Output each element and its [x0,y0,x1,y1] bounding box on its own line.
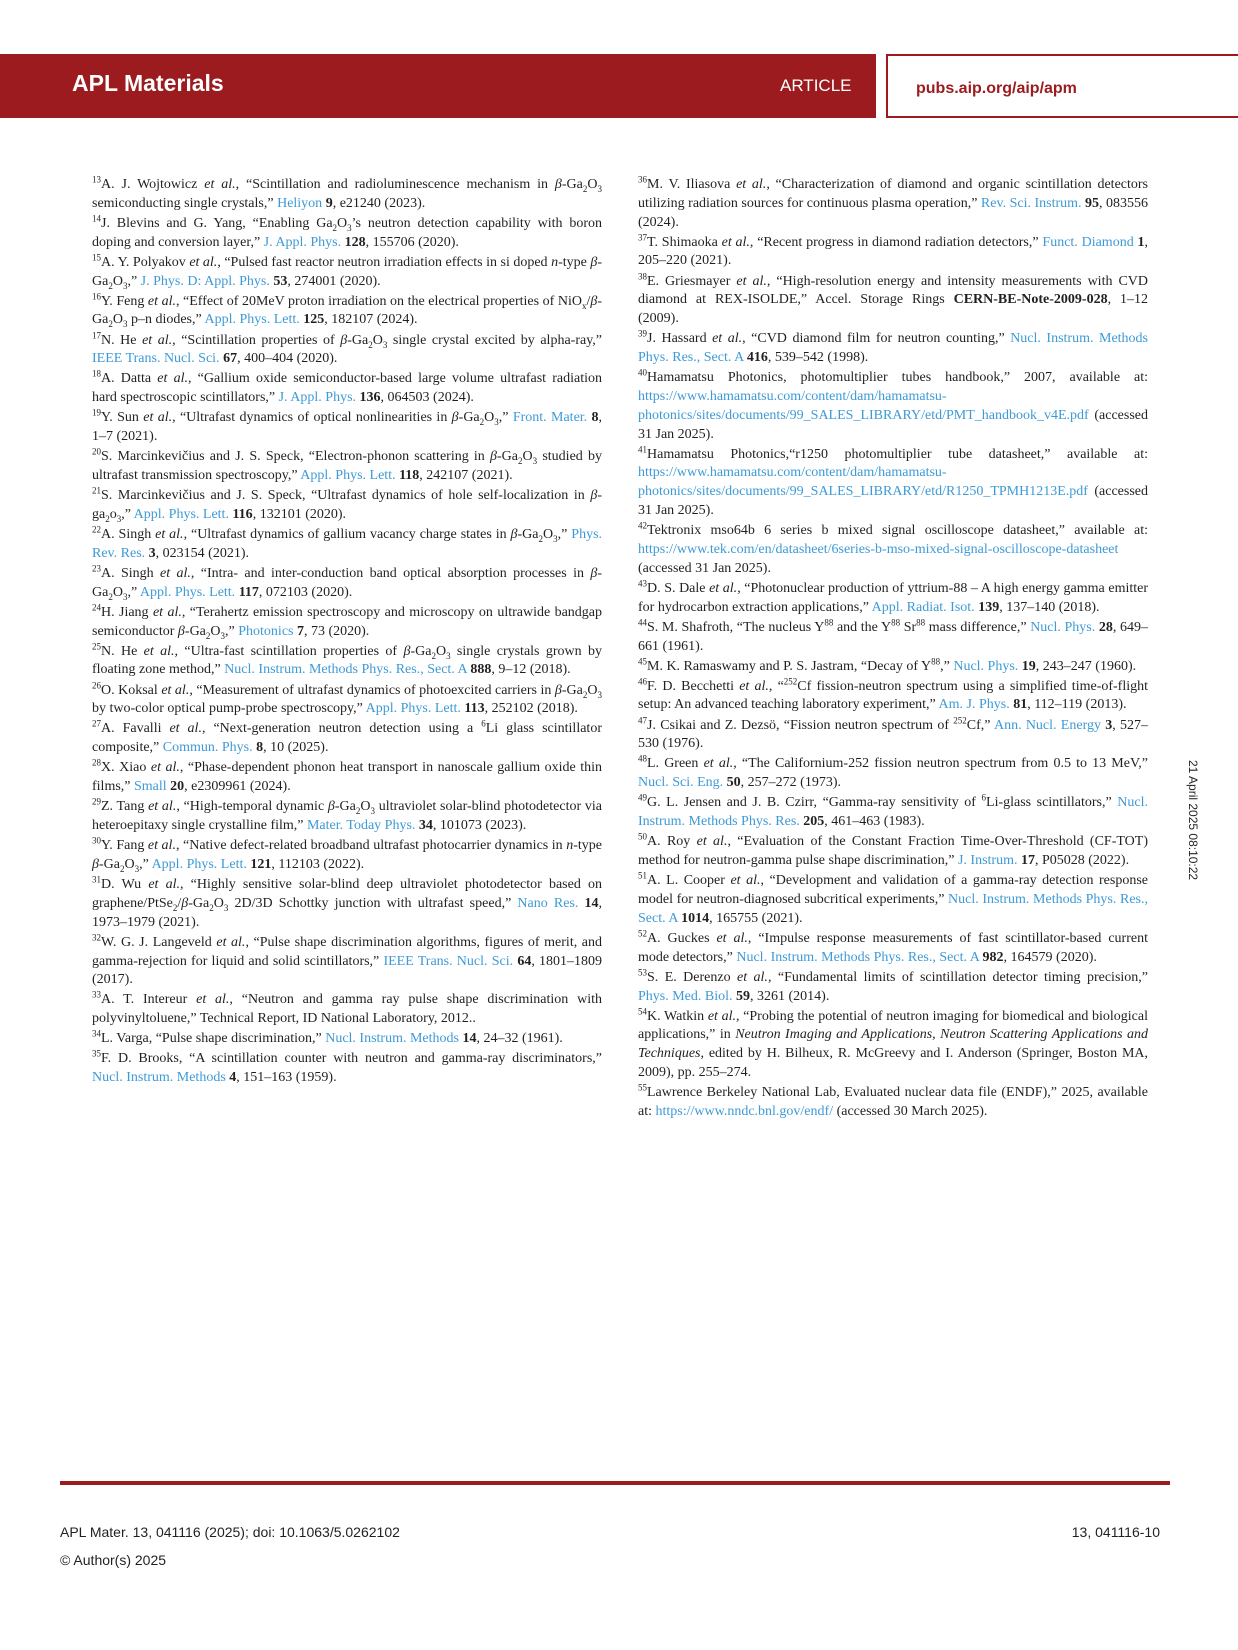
reference-link[interactable]: Nucl. Instrum. Methods Phys. Res., Sect. A [638,891,1148,926]
reference-link[interactable]: Appl. Phys. Lett. [133,506,229,522]
reference-link[interactable]: Appl. Radiat. Isot. [871,599,975,615]
reference-link[interactable]: IEEE Trans. Nucl. Sci. [383,953,514,969]
reference-link[interactable]: Appl. Phys. Lett. [365,701,461,717]
reference-link[interactable]: Am. J. Phys. [938,697,1010,713]
reference-link[interactable]: Nucl. Phys. [953,658,1019,674]
reference-link[interactable]: Funct. Diamond [1042,234,1134,250]
reference-link[interactable]: Nucl. Sci. Eng. [638,775,724,791]
reference-link[interactable]: Ann. Nucl. Energy [993,717,1101,733]
reference-item: $^{53}$S. E. Derenzo et al., “Fundamental limits of scintillation detector timing precision,” Phys. Med. Biol. 59, 3261 (2014). [638,967,1148,1004]
reference-link[interactable]: Mater. Today Phys. [306,818,416,834]
download-date-stamp: 21 April 2025 08:10:22 [1186,760,1200,881]
reference-item: $^{28}$X. Xiao et al., “Phase-dependent phonon heat transport in nanoscale gallium oxide thin films,” Small 20, e2309961 (2024). [92,757,603,795]
reference-item: $^{48}$L. Green et al., “The Californium-252 fission neutron spectrum from 0.5 to 13 MeV,” Nucl. Sci. Eng. 50, 257–272 (1973). [638,753,1148,791]
footer-copyright: © Author(s) 2025 [60,1552,167,1568]
reference-item: $^{40}$Hamamatsu Photonics, photomultiplier tubes handbook,” 2007, available at: https://www.hamamatsu.com/content/dam/hamamatsu-photonics/sites/documents/99_SALES_LIBRARY/etd/PMT_handbook_v4E.pdf (accessed 31 Jan 2025). [638,367,1148,442]
reference-item: $^{26}$O. Koksal et al., “Measurement of ultrafast dynamics of photoexcited carriers in $\beta-Ga_2O_3$ by two-color optical pump-probe spectroscopy,” Appl. Phys. Lett. 113, 252102 (2018). [92,679,602,717]
reference-item: $^{23}$A. Singh et al., “Intra- and inter-conduction band optical absorption processes in $\beta-Ga_2O_3$,” Appl. Phys. Lett. 117, 072103 (2020). [92,563,602,602]
reference-link[interactable]: Nucl. Instrum. Methods Phys. Res. [638,795,1148,830]
reference-link[interactable]: Phys. Rev. Res. [92,527,603,561]
reference-link[interactable]: Appl. Phys. Lett. [300,468,396,484]
reference-link[interactable]: J. Appl. Phys. [263,234,342,250]
reference-link[interactable]: Nucl. Instrum. Methods [92,1070,226,1086]
reference-link[interactable]: J. Appl. Phys. [278,390,357,406]
reference-link[interactable]: Commun. Phys. [162,740,253,756]
reference-item: $^{17}$N. He et al., “Scintillation properties of $\beta-Ga_2O_3$ single crystal excited by alpha-ray,” IEEE Trans. Nucl. Sci. 67, 400–404 (2020). [92,329,603,367]
reference-link[interactable]: Small [134,779,167,795]
reference-item: $^{35}$F. D. Brooks, “A scintillation counter with neutron and gamma-ray discriminators,” Nucl. Instrum. Methods 4, 151–163 (1959). [92,1048,602,1086]
reference-link[interactable]: Phys. Med. Biol. [638,988,733,1004]
reference-link[interactable]: Nucl. Phys. [1030,619,1096,635]
reference-link[interactable]: Appl. Phys. Lett. [204,312,300,328]
reference-link[interactable]: https://www.nndc.bnl.gov/endf/ [655,1103,834,1119]
reference-item: $^{45}$M. K. Ramaswamy and P. S. Jastram, “Decay of $Y^{88}$,” Nucl. Phys. 19, 243–247 (1960). [638,655,1137,674]
reference-link[interactable]: https://www.hamamatsu.com/content/dam/hamamatsu-photonics/sites/documents/99_SALES_LIBRARY/etd/R1250_TPMH1213E.pdf [638,465,1088,500]
reference-item: $^{21}$S. Marcinkevičius and J. S. Speck, “Ultrafast dynamics of hole self-localization in $\beta-ga_2o_3$,” Appl. Phys. Lett. 116, 132101 (2020). [92,485,602,524]
reference-item: $^{43}$D. S. Dale et al., “Photonuclear production of yttrium-88 – A high energy gamma emitter for hydrocarbon extraction applications,” Appl. Radiat. Isot. 139, 137–140 (2018). [638,578,1148,615]
reference-link[interactable]: Front. Mater. [512,410,588,426]
reference-item: $^{52}$A. Guckes et al., “Impulse response measurements of fast scintillator-based current mode detectors,” Nucl. Instrum. Methods Phys. Res., Sect. A 982, 164579 (2020). [638,928,1148,965]
section-label: ARTICLE [780,76,852,95]
journal-url-link[interactable]: pubs.aip.org/aip/apm [916,80,1077,97]
reference-item: $^{16}$Y. Feng et al., “Effect of 20MeV proton irradiation on the electrical properties of $NiO_x/\beta-Ga_2O_3$ p–n diodes,” Appl. Phys. Lett. 125, 182107 (2024). [92,291,603,330]
reference-item: $^{30}$Y. Fang et al., “Native defect-related broadband ultrafast photocarrier dynamics in n-type $\beta-Ga_2O_3$,” Appl. Phys. Lett. 121, 112103 (2022). [92,835,602,874]
reference-item: $^{19}$Y. Sun et al., “Ultrafast dynamics of optical nonlinearities in $\beta-Ga_2O_3$,” Front. Mater. 8, 1–7 (2021). [92,407,603,445]
reference-link[interactable]: Nucl. Instrum. Methods [325,1031,459,1047]
footer-citation: APL Mater. 13, 041116 (2025); doi: 10.1063/5.0262102 [60,1524,400,1540]
reference-link[interactable]: https://www.hamamatsu.com/content/dam/hamamatsu-photonics/sites/documents/99_SALES_LIBRARY/etd/PMT_handbook_v4E.pdf [638,388,1089,423]
reference-item: $^{50}$A. Roy et al., “Evaluation of the Constant Fraction Time-Over-Threshold (CF-TOT) method for neutron-gamma pulse shape discrimination,” J. Instrum. 17, P05028 (2022). [638,831,1149,869]
reference-link[interactable]: IEEE Trans. Nucl. Sci. [92,351,220,367]
journal-title: APL Materials [72,70,224,96]
reference-item: $^{47}$J. Csikai and Z. Dezsö, “Fission neutron spectrum of $^{252}$Cf,” Ann. Nucl. Energy 3, 527–530 (1976). [638,714,1149,752]
reference-item: $^{24}$H. Jiang et al., “Terahertz emission spectroscopy and microscopy on ultrawide bandgap semiconductor $\beta-Ga_2O_3$,” Photonics 7, 73 (2020). [92,602,603,641]
reference-item: $^{20}$S. Marcinkevičius and J. S. Speck, “Electron-phonon scattering in $\beta-Ga_2O_3$ studied by ultrafast transmission spectroscopy,” Appl. Phys. Lett. 118, 242107 (2021). [92,446,602,484]
reference-link[interactable]: J. Phys. D: Appl. Phys. [140,273,270,289]
reference-item: $^{25}$N. He et al., “Ultra-fast scintillation properties of $\beta-Ga_2O_3$ single crystals grown by floating zone method,” Nucl. Instrum. Methods Phys. Res., Sect. A 888, 9–12 (2018). [92,641,602,678]
reference-link[interactable]: Nucl. Instrum. Methods Phys. Res., Sect. A [638,331,1148,366]
reference-item: $^{44}$S. M. Shafroth, “The nucleus $Y^{88}$ and the $Y^{88}$ Sr$^{88}$ mass difference,” Nucl. Phys. 28, 649–661 (1961). [638,617,1148,654]
reference-item: $^{37}$T. Shimaoka et al., “Recent progress in diamond radiation detectors,” Funct. Diamond 1, 205–220 (2021). [638,232,1149,269]
reference-link[interactable]: Nucl. Instrum. Methods Phys. Res., Sect. A [224,662,467,678]
reference-link[interactable]: Heliyon [277,195,323,211]
reference-item: $^{55}$Lawrence Berkeley National Lab, Evaluated nuclear data file (ENDF),” 2025, available at: https://www.nndc.bnl.gov/endf/ (accessed 30 March 2025). [638,1082,1148,1119]
reference-item: $^{41}$Hamamatsu Photonics,“r1250 photomultiplier tube datasheet,” available at: https://www.hamamatsu.com/content/dam/hamamatsu-photonics/sites/documents/99_SALES_LIBRARY/etd/R1250_TPMH1213E.pdf (accessed 31 Jan 2025). [638,443,1148,519]
reference-link[interactable]: Nucl. Instrum. Methods Phys. Res., Sect. A [736,949,980,965]
reference-item: $^{42}$Tektronix mso64b 6 series b mixed signal oscilloscope datasheet,” available at: https://www.tek.com/en/datasheet/6series-b-mso-mixed-signal-oscilloscope-datasheet (accessed 31 Jan 2025). [638,520,1148,576]
reference-link[interactable]: Photonics [238,623,294,639]
reference-link[interactable]: Nano Res. [517,895,579,911]
reference-item: $^{33}$A. T. Intereur et al., “Neutron and gamma ray pulse shape discrimination with polyvinyltoluene,” Technical Report, ID National Laboratory, 2012.. [92,989,602,1027]
reference-item: $^{13}$A. J. Wojtowicz et al., “Scintillation and radioluminescence mechanism in $\beta-Ga_2O_3$ semiconducting single crystals,” Heliyon 9, e21240 (2023). [92,174,602,211]
reference-item: $^{49}$G. L. Jensen and J. B. Czirr, “Gamma-ray sensitivity of $^6$Li-glass scintillators,” Nucl. Instrum. Methods Phys. Res. 205, 461–463 (1983). [638,792,1148,830]
footer-rule [60,1481,1170,1485]
references-right-column [638,176,1148,1123]
reference-item: $^{32}$W. G. J. Langeveld et al., “Pulse shape discrimination algorithms, figures of merit, and gamma-rejection for liquid and solid scintillators,” IEEE Trans. Nucl. Sci. 64, 1801–1809 (2017). [92,932,603,988]
reference-link[interactable]: Appl. Phys. Lett. [151,856,247,872]
reference-item: $^{18}$A. Datta et al., “Gallium oxide semiconductor-based large volume ultrafast radiation hard spectroscopic scintillators,” J. Appl. Phys. 136, 064503 (2024). [92,368,602,406]
reference-item: $^{29}$Z. Tang et al., “High-temporal dynamic $\beta-Ga_2O_3$ ultraviolet solar-blind photodetector via heteroepitaxy single crystalline film,” Mater. Today Phys. 34, 101073 (2023). [92,796,602,834]
reference-item: $^{54}$K. Watkin et al., “Probing the potential of neutron imaging for biomedical and biological applications,” in Neutron Imaging and Applications, Neutron Scattering Applications and Techniques, edited by H. Bilheux, R. McGreevy and I. Anderson (Springer, Boston MA, 2009), pp. 255–274. [638,1005,1148,1080]
reference-item: $^{38}$E. Griesmayer et al., “High-resolution energy and intensity measurements with CVD diamond at REX-ISOLDE,” Accel. Storage Rings CERN-BE-Note-2009-028, 1–12 (2009). [638,270,1149,327]
reference-item: $^{39}$J. Hassard et al., “CVD diamond film for neutron counting,” Nucl. Instrum. Methods Phys. Res., Sect. A 416, 539–542 (1998). [638,328,1148,366]
reference-link[interactable]: https://www.tek.com/en/datasheet/6series-b-mso-mixed-signal-oscilloscope-datasheet [638,541,1119,557]
reference-item: $^{31}$D. Wu et al., “Highly sensitive solar-blind deep ultraviolet photodetector based on graphene/$PtSe_2/\beta-Ga_2O_3$ 2D/3D Schottky junction with ultrafast speed,” Nano Res. 14, 1973–1979 (2021). [92,874,603,930]
page-number: 13, 041116-10 [1071,1524,1160,1540]
reference-link[interactable]: Appl. Phys. Lett. [139,584,236,600]
reference-item: $^{46}$F. D. Becchetti et al., “$^{252}$Cf fission-neutron spectrum using a simplified time-of-flight setup: An advanced teaching laboratory experiment,” Am. J. Phys. 81, 112–119 (2013). [638,676,1149,713]
reference-item: $^{15}$A. Y. Polyakov et al., “Pulsed fast reactor neutron irradiation effects in si doped n-type $\beta-Ga_2O_3$,” J. Phys. D: Appl. Phys. 53, 274001 (2020). [92,252,602,291]
reference-item: $^{51}$A. L. Cooper et al., “Development and validation of a gamma-ray detection response model for neutron-diagnosed subcritical experiments,” Nucl. Instrum. Methods Phys. Res., Sect. A 1014, 165755 (2021). [638,870,1148,926]
reference-link[interactable]: Rev. Sci. Instrum. [980,195,1082,211]
reference-item: $^{34}$L. Varga, “Pulse shape discrimination,” Nucl. Instrum. Methods 14, 24–32 (1961). [92,1028,563,1047]
reference-link[interactable]: J. Instrum. [957,853,1018,869]
reference-item: $^{27}$A. Favalli et al., “Next-generation neutron detection using a $^6$Li glass scintillator composite,” Commun. Phys. 8, 10 (2025). [92,718,602,756]
references-left-column [92,176,602,1089]
reference-item: $^{14}$J. Blevins and G. Yang, “Enabling $Ga_2O_3’s$ neutron detection capability with boron doping and conversion layer,” J. Appl. Phys. 128, 155706 (2020). [92,213,602,250]
reference-item: $^{22}$A. Singh et al., “Ultrafast dynamics of gallium vacancy charge states in $\beta-Ga_2O_3$,” Phys. Rev. Res. 3, 023154 (2021). [92,524,603,561]
reference-item: $^{36}$M. V. Iliasova et al., “Characterization of diamond and organic scintillation detectors utilizing radiation sources for continuous plasma operation,” Rev. Sci. Instrum. 95, 083556 (2024). [638,174,1149,230]
